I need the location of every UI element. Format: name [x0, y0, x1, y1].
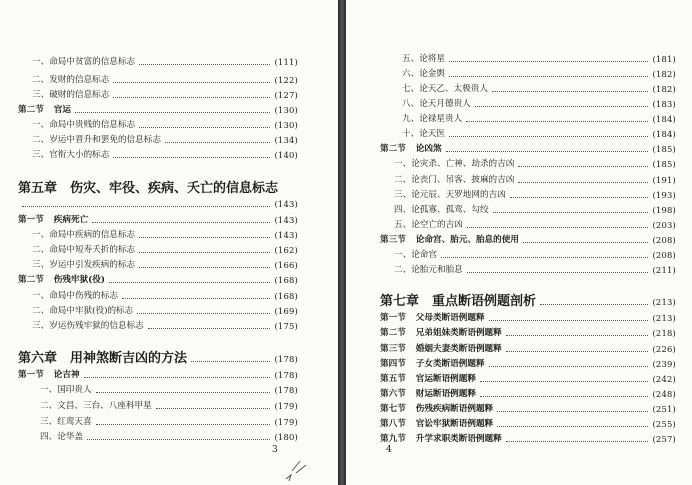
toc-entry[interactable]: 二、论丧门、吊客、披麻的吉凶 (191) [394, 175, 676, 185]
toc-entry[interactable]: 八、论天月德贵人 (183) [402, 99, 676, 109]
toc-entry[interactable]: 一、论灾杀、亡神、劫杀的吉凶 (185) [394, 159, 676, 169]
dot-leader [506, 441, 649, 442]
pen-scribble-icon [282, 455, 312, 483]
toc-entry[interactable]: 七、论天乙、太极贵人 (182) [402, 84, 676, 94]
toc-section[interactable]: 第七节 伤残疾病断语例题释 (251) [380, 404, 676, 414]
toc-section[interactable]: 第二节 伤残牢狱(役) (168) [18, 275, 298, 285]
toc-section[interactable]: 第三节 婚姻夫妻类断语例题释 (226) [380, 344, 676, 354]
dot-leader [156, 408, 271, 409]
page-number: 4 [386, 445, 392, 455]
dot-leader [96, 392, 271, 393]
toc-section[interactable]: 第二节 官运 (130) [18, 105, 298, 115]
toc-entry[interactable]: 一、国印贵人 (178) [40, 385, 298, 395]
dot-leader [113, 82, 270, 83]
toc-section[interactable]: 第一节 论吉神 (178) [18, 370, 298, 380]
toc-section[interactable]: 第九节 升学求职类断语例题释 (257) [380, 434, 676, 444]
dot-leader [506, 335, 649, 336]
dot-leader [497, 411, 648, 412]
dot-leader [122, 298, 271, 299]
dot-leader [518, 182, 648, 183]
dot-leader [523, 242, 649, 243]
dot-leader [84, 377, 271, 378]
dot-leader [92, 222, 270, 223]
dot-leader [475, 106, 649, 107]
toc-chapter[interactable]: 第五章 伤灾、牢役、疾病、夭亡的信息标志 [18, 181, 279, 196]
dot-leader [191, 361, 270, 362]
toc-entry[interactable]: 三、官衔大小的标志 (140) [32, 150, 298, 160]
dot-leader [113, 157, 270, 158]
dot-leader [148, 328, 271, 329]
toc-entry[interactable]: 二、命局中牢狱(役)的标志 (169) [32, 306, 298, 316]
toc-entry[interactable]: 四、论孤寡、孤鸾、勾绞 (198) [394, 205, 676, 215]
toc-entry[interactable]: 一、命局中伤残的标志 (168) [32, 291, 298, 301]
toc-section[interactable]: 第四节 子女类断语例题释 (239) [380, 359, 676, 369]
toc-section[interactable]: 第一节 疾病死亡 (143) [18, 215, 298, 225]
dot-leader [87, 439, 270, 440]
toc-section[interactable]: 第三节 论命宫、胎元、胎息的使用 (208) [380, 235, 676, 245]
dot-leader [113, 97, 270, 98]
dot-leader [467, 272, 649, 273]
toc-entry[interactable]: 二、命局中短寿夭折的标志 (162) [32, 245, 298, 255]
dot-leader [449, 136, 648, 137]
dot-leader [492, 91, 649, 92]
dot-leader [467, 227, 649, 228]
dot-leader [540, 304, 648, 305]
toc-section[interactable]: 第二节 论凶煞 (185) [380, 144, 676, 154]
dot-leader [75, 112, 270, 113]
toc-entry[interactable]: 三、红鸾天喜 (179) [40, 417, 298, 427]
dot-leader [441, 257, 648, 258]
toc-entry[interactable]: 一、命局中贵贱的信息标志 (130) [32, 120, 298, 130]
dot-leader [510, 197, 649, 198]
toc-entry[interactable]: 二、文昌、三台、八座科甲星 (179) [40, 401, 298, 411]
toc-entry[interactable]: 九、论禄星贵人 (184) [402, 114, 676, 124]
dot-leader [22, 206, 270, 207]
page-number: 3 [272, 445, 278, 455]
dot-leader [139, 267, 270, 268]
dot-leader [480, 381, 649, 382]
toc-entry[interactable]: 三、破财的信息标志 (127) [32, 90, 298, 100]
dot-leader [109, 282, 271, 283]
toc-section[interactable]: 第一节 父母类断语例题释 (213) [380, 313, 676, 323]
toc-entry[interactable]: 五、论空亡的吉凶 (203) [394, 220, 676, 230]
dot-leader [165, 142, 271, 143]
toc-entry[interactable]: 三、岁运中引发疾病的标志 (166) [32, 260, 298, 270]
dot-leader [518, 166, 648, 167]
toc-entry[interactable]: 二、岁运中晋升和罢免的信息标志 (134) [32, 135, 298, 145]
dot-leader [489, 320, 649, 321]
dot-leader [96, 424, 271, 425]
dot-leader [493, 212, 649, 213]
dot-leader [449, 61, 648, 62]
dot-leader [449, 76, 648, 77]
toc-section[interactable]: 第八节 官讼牢狱断语例题释 (255) [380, 419, 676, 429]
dot-leader [139, 64, 270, 65]
toc-entry[interactable]: 十、论天医 (184) [402, 129, 676, 139]
dot-leader [480, 396, 649, 397]
toc-entry[interactable]: 二、论胎元和胎息 (211) [394, 265, 676, 275]
book-spine [338, 0, 346, 485]
toc-entry[interactable]: 三、岁运伤残牢狱的信息标志 (175) [32, 321, 298, 331]
dot-leader [137, 313, 270, 314]
toc-section[interactable]: 第六节 财运断语例题释 (248) [380, 389, 676, 399]
dot-leader [489, 366, 649, 367]
toc-entry[interactable]: 五、论将星 (181) [402, 54, 676, 64]
toc-entry[interactable]: 六、论金舆 (182) [402, 69, 676, 79]
dot-leader [139, 127, 270, 128]
toc-section[interactable]: 第五节 官运断语例题释 (242) [380, 374, 676, 384]
toc-entry[interactable]: 一、命局中疾病的信息标志 (143) [32, 230, 298, 240]
toc-entry[interactable]: 四、论华盖 (180) [40, 432, 298, 442]
toc-entry[interactable]: 二、发财的信息标志 (122) [32, 75, 298, 85]
toc-entry[interactable]: 一、命局中贫富的信息标志 (111) [32, 57, 298, 67]
toc-section[interactable]: 第二节 兄弟姐妹类断语例题释 (218) [380, 328, 676, 338]
toc-chapter[interactable]: 第六章 用神煞断吉凶的方法 (178) [18, 351, 298, 366]
left-page [0, 0, 338, 485]
right-page [346, 0, 692, 485]
dot-leader [139, 237, 270, 238]
toc-chapter-page[interactable]: (143) [18, 198, 298, 211]
dot-leader [506, 351, 649, 352]
dot-leader [466, 121, 648, 122]
dot-leader [139, 252, 270, 253]
toc-entry[interactable]: 一、论命宫 (208) [394, 250, 676, 260]
toc-entry[interactable]: 三、论元辰、天罗地网的吉凶 (193) [394, 190, 676, 200]
dot-leader [446, 151, 649, 152]
dot-leader [497, 426, 648, 427]
toc-chapter[interactable]: 第七章 重点断语例题剖析 (213) [380, 294, 676, 309]
